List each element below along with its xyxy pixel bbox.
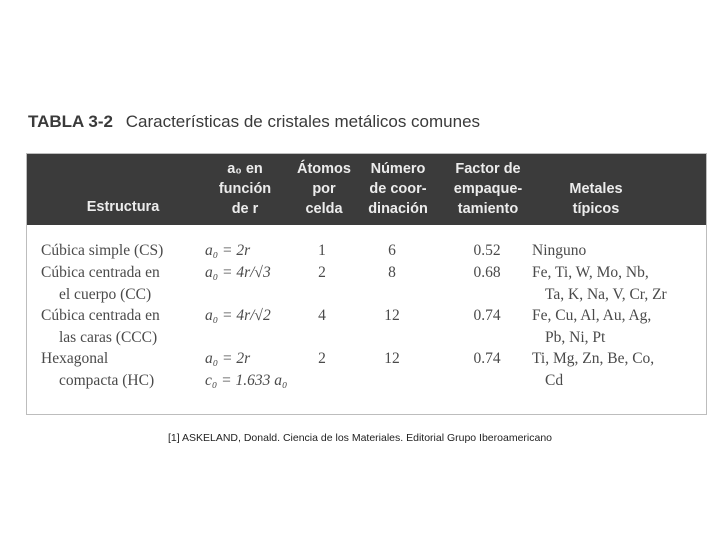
typical-metals: Fe, Ti, W, Mo, Nb, [532, 264, 649, 281]
packing-factor: 0.68 [473, 264, 501, 281]
header-estructura: Estructura [86, 199, 160, 215]
structure-line: Hexagonal [41, 350, 109, 367]
a0-formula: a₀ = 4r/√3 [205, 264, 271, 281]
a0-formula: a₀ = 4r/√2 [205, 307, 271, 324]
a0-formula: c₀ = 1.633 a₀ [205, 371, 288, 389]
header-a0: a₀ en función de r [218, 161, 272, 217]
coordination-number: 8 [388, 264, 396, 281]
atoms-per-cell: 2 [318, 350, 326, 367]
table-header [27, 154, 706, 225]
header-metales: Metales típicos [569, 181, 623, 217]
a0-formula: a₀ = 2r [205, 242, 251, 259]
atoms-per-cell: 1 [318, 242, 326, 259]
structure-line: las caras (CCC) [59, 328, 158, 346]
typical-metals: Ta, K, Na, V, Cr, Zr [545, 285, 667, 303]
atoms-per-cell: 2 [318, 264, 326, 281]
coordination-number: 12 [384, 307, 400, 324]
table-number: TABLA 3-2 [28, 112, 113, 131]
structure-line: Cúbica centrada en [41, 264, 160, 281]
header-factor: Factor de empaque- tamiento [453, 161, 523, 217]
table-title-text: Características de cristales metálicos comunes [125, 112, 481, 131]
structure-line: el cuerpo (CC) [59, 285, 152, 303]
source-caption: [1] ASKELAND, Donald. Ciencia de los Materiales. Editorial Grupo Iberoamericano [167, 432, 553, 444]
typical-metals: Pb, Ni, Pt [545, 328, 606, 346]
typical-metals: Ninguno [532, 242, 587, 259]
structure-line: compacta (HC) [59, 371, 155, 389]
structure-line: Cúbica centrada en [41, 307, 160, 324]
typical-metals: Cd [545, 371, 564, 389]
table-title [28, 112, 480, 132]
packing-factor: 0.74 [473, 350, 501, 367]
coordination-number: 12 [384, 350, 400, 367]
coordination-number: 6 [388, 242, 396, 259]
packing-factor: 0.52 [473, 242, 501, 259]
a0-formula: a₀ = 2r [205, 350, 251, 367]
header-numero: Número de coor- dinación [368, 161, 428, 217]
typical-metals: Fe, Cu, Al, Au, Ag, [532, 307, 652, 324]
packing-factor: 0.74 [473, 307, 501, 324]
atoms-per-cell: 4 [318, 307, 326, 324]
structure-line: Cúbica simple (CS) [41, 242, 164, 259]
table-body [27, 225, 706, 414]
typical-metals: Ti, Mg, Zn, Be, Co, [532, 350, 655, 367]
header-atomos: Átomos por celda [297, 161, 351, 217]
table-panel [26, 153, 707, 415]
